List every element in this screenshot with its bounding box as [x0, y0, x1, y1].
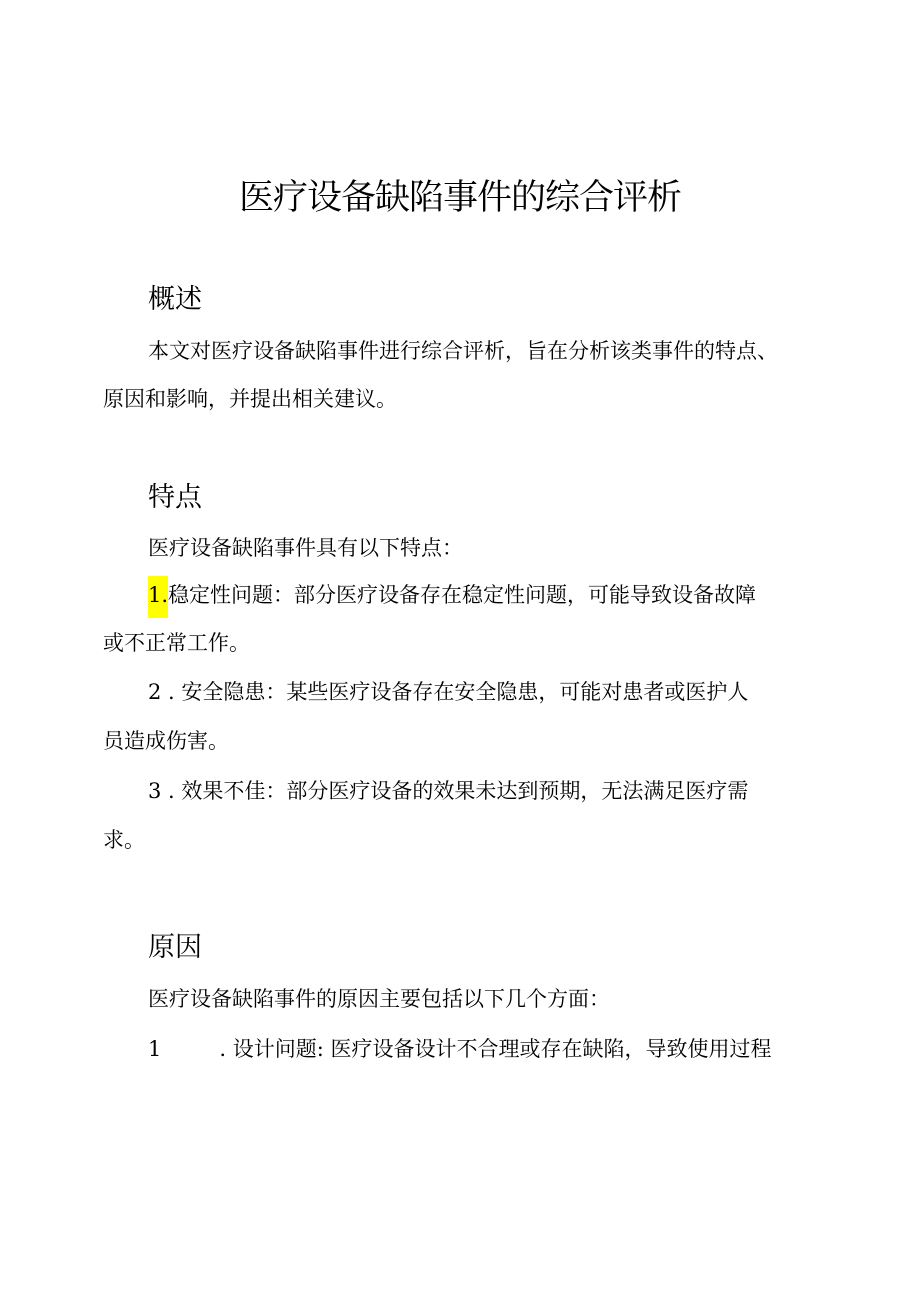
section-heading-causes: 原因 [148, 932, 202, 963]
features-item-3-line-1: 3 . 效果不佳：部分医疗设备的效果未达到预期，无法满足医疗需 [148, 779, 749, 803]
features-item-1-line-2: 或不正常工作。 [103, 631, 250, 655]
overview-line-1: 本文对医疗设备缺陷事件进行综合评析，旨在分析该类事件的特点、 [148, 339, 778, 363]
causes-intro: 医疗设备缺陷事件的原因主要包括以下几个方面： [148, 987, 610, 1011]
document-title: 医疗设备缺陷事件的综合评析 [238, 178, 681, 218]
features-item-3-line-2: 求。 [103, 828, 145, 852]
features-item-2-line-1: 2 . 安全隐患：某些医疗设备存在安全隐患，可能对患者或医护人 [148, 680, 749, 704]
section-heading-features: 特点 [148, 482, 202, 513]
features-item-1-line-1 [148, 580, 756, 618]
causes-item-1-text: . 设计问题: 医疗设备设计不合理或存在缺陷，导致使用过程 [219, 1037, 772, 1061]
features-item-2-line-2: 员造成伤害。 [103, 729, 229, 753]
section-heading-overview: 概述 [148, 284, 202, 315]
causes-item-1-number: 1 [148, 1037, 162, 1061]
causes-item-1-line-1 [148, 1034, 771, 1064]
features-item-1-text: 稳定性问题：部分医疗设备存在稳定性问题，可能导致设备故障 [168, 583, 757, 607]
highlighted-number: 1. [148, 576, 168, 618]
features-intro: 医疗设备缺陷事件具有以下特点： [148, 536, 463, 560]
overview-line-2: 原因和影响，并提出相关建议。 [103, 387, 397, 411]
